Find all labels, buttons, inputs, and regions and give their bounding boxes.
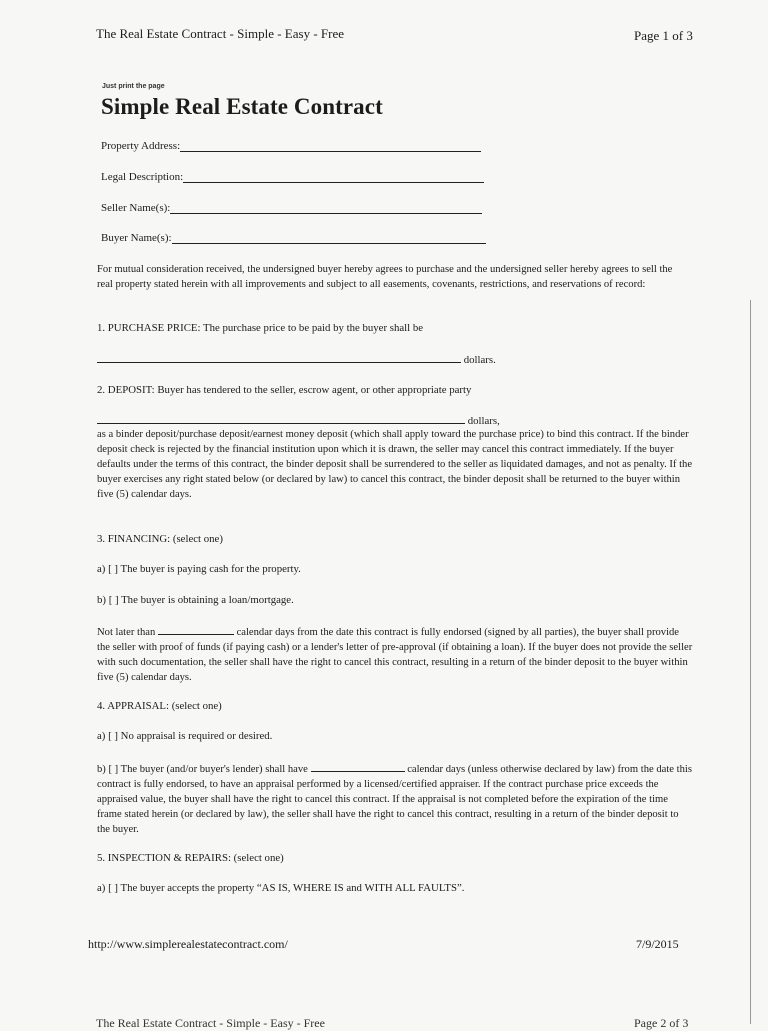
footer-url[interactable]: http://www.simplerealestatecontract.com/: [88, 937, 288, 951]
property-address-label: Property Address:: [101, 140, 181, 152]
buyer-names-label: Buyer Name(s):: [101, 232, 172, 244]
deposit-paragraph: as a binder deposit/purchase deposit/earnest money deposit (which shall apply toward the purchase price) to bind this contract. If the binder deposit check is rejected by the financial institution upon which it is drawn, the seller may cancel this contract immediately. If the buyer defaults under the terms of this contract, the binder deposit shall be surrendered to the seller as liquidated damages, and not as penalty. If the buyer exercises any right stated below (or declared by law) to cancel this contract, the binder deposit shall be returned to the buyer within five (5) calendar days.: [97, 429, 693, 500]
next-page-number: Page 2 of 3: [634, 1016, 689, 1030]
seller-names-label: Seller Name(s):: [101, 202, 171, 214]
document-title: Simple Real Estate Contract: [101, 94, 383, 119]
print-note: Just print the page: [102, 83, 165, 90]
purchase-price-blank[interactable]: [97, 351, 461, 363]
scan-edge-line: [750, 300, 751, 1024]
buyer-names-line[interactable]: [172, 231, 486, 244]
next-page-header-title: The Real Estate Contract - Simple - Easy - Free: [96, 1016, 325, 1030]
financing-option-loan[interactable]: b) [ ] The buyer is obtaining a loan/mortgage.: [97, 594, 294, 606]
appraisal-option-none[interactable]: a) [ ] No appraisal is required or desired.: [97, 730, 273, 742]
appraisal-days-blank[interactable]: [311, 760, 405, 772]
inspection-heading: 5. INSPECTION & REPAIRS: (select one): [97, 852, 284, 864]
buyer-names-field[interactable]: [101, 231, 486, 244]
financing-paragraph: [97, 623, 693, 685]
appraisal-option-pre: b) [ ] The buyer (and/or buyer's lender) shall have: [97, 764, 308, 775]
deposit-heading: 2. DEPOSIT: Buyer has tendered to the seller, escrow agent, or other appropriate party: [97, 384, 472, 396]
appraisal-heading: 4. APPRAISAL: (select one): [97, 700, 222, 712]
deposit-blank[interactable]: [97, 412, 465, 424]
page-number: Page 1 of 3: [634, 28, 693, 43]
appraisal-option-post: calendar days (unless otherwise declared by law) from the date this contract is fully endorsed, to have an appraisal performed by a licensed/certified appraiser. If the contract purchase price exceeds the appraised value, the buyer shall have the right to cancel this contract. If the appraisal is not completed before the expiration of the time frame stated herein (or declared by law), the seller shall have the right to cancel this contract, resulting in a return of the binder deposit to the buyer.: [97, 764, 692, 835]
legal-description-line[interactable]: [183, 170, 484, 183]
page-header-title: The Real Estate Contract - Simple - Easy - Free: [96, 26, 345, 41]
purchase-price-heading: 1. PURCHASE PRICE: The purchase price to be paid by the buyer shall be: [97, 322, 424, 334]
financing-days-blank[interactable]: [158, 623, 234, 635]
deposit-dollars-label: dollars,: [467, 415, 500, 427]
inspection-option-as-is[interactable]: a) [ ] The buyer accepts the property “AS IS, WHERE IS and WITH ALL FAULTS”.: [97, 882, 465, 894]
footer-date: 7/9/2015: [636, 937, 679, 951]
financing-paragraph-pre: Not later than: [97, 627, 156, 638]
legal-description-label: Legal Description:: [101, 171, 184, 183]
seller-names-field[interactable]: [101, 201, 482, 214]
financing-heading: 3. FINANCING: (select one): [97, 533, 223, 545]
seller-names-line[interactable]: [170, 201, 482, 214]
financing-option-cash[interactable]: a) [ ] The buyer is paying cash for the property.: [97, 563, 301, 575]
purchase-price-dollars-label: dollars.: [463, 354, 496, 366]
intro-paragraph: For mutual consideration received, the undersigned buyer hereby agrees to purchase and the undersigned seller hereby agrees to sell the real property stated herein with all improvements and subject to all easements, covenants, restrictions, and reservations of record:: [97, 264, 673, 290]
legal-description-field[interactable]: [101, 170, 484, 183]
financing-paragraph-post: calendar days from the date this contract is fully endorsed (signed by all parties), the buyer shall provide the seller with proof of funds (if paying cash) or a lender's letter of pre-approval (if obtaining a loan). If the buyer does not provide the seller with such documentation, the seller shall have the right to cancel this contract, resulting in a return of the binder deposit to the buyer within five (5) calendar days.: [97, 627, 693, 683]
appraisal-option-required[interactable]: [97, 760, 693, 837]
property-address-line[interactable]: [180, 139, 481, 152]
property-address-field[interactable]: [101, 139, 481, 152]
purchase-price-amount-row: [97, 351, 496, 368]
